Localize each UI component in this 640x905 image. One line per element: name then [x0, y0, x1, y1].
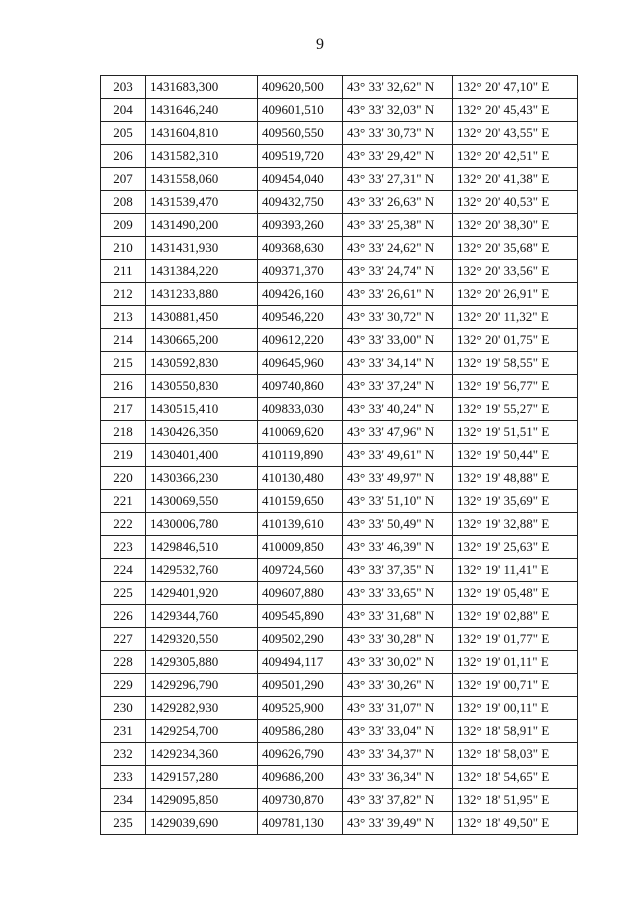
coordinates-table-body — [101, 76, 578, 835]
point-number-cell: 221 — [101, 490, 146, 513]
latitude-cell: 43° 33' 46,39" N — [343, 536, 453, 559]
table-row — [101, 697, 578, 720]
y-coordinate-cell: 409545,890 — [258, 605, 343, 628]
longitude-cell: 132° 18' 58,91" E — [453, 720, 578, 743]
x-coordinate-cell: 1429095,850 — [146, 789, 258, 812]
y-coordinate-cell: 409501,290 — [258, 674, 343, 697]
longitude-cell: 132° 18' 58,03" E — [453, 743, 578, 766]
longitude-cell: 132° 20' 42,51" E — [453, 145, 578, 168]
latitude-cell: 43° 33' 29,42" N — [343, 145, 453, 168]
latitude-cell: 43° 33' 49,97" N — [343, 467, 453, 490]
point-number-cell: 225 — [101, 582, 146, 605]
table-row — [101, 421, 578, 444]
table-row — [101, 789, 578, 812]
table-row — [101, 467, 578, 490]
latitude-cell: 43° 33' 51,10" N — [343, 490, 453, 513]
y-coordinate-cell: 409454,040 — [258, 168, 343, 191]
x-coordinate-cell: 1429234,360 — [146, 743, 258, 766]
longitude-cell: 132° 19' 35,69" E — [453, 490, 578, 513]
longitude-cell: 132° 19' 51,51" E — [453, 421, 578, 444]
point-number-cell: 215 — [101, 352, 146, 375]
point-number-cell: 208 — [101, 191, 146, 214]
y-coordinate-cell: 410139,610 — [258, 513, 343, 536]
longitude-cell: 132° 20' 35,68" E — [453, 237, 578, 260]
point-number-cell: 227 — [101, 628, 146, 651]
x-coordinate-cell: 1429305,880 — [146, 651, 258, 674]
latitude-cell: 43° 33' 26,63" N — [343, 191, 453, 214]
x-coordinate-cell: 1430366,230 — [146, 467, 258, 490]
table-row — [101, 214, 578, 237]
longitude-cell: 132° 19' 55,27" E — [453, 398, 578, 421]
latitude-cell: 43° 33' 37,82" N — [343, 789, 453, 812]
table-row — [101, 513, 578, 536]
y-coordinate-cell: 409502,290 — [258, 628, 343, 651]
y-coordinate-cell: 409686,200 — [258, 766, 343, 789]
point-number-cell: 203 — [101, 76, 146, 99]
y-coordinate-cell: 409607,880 — [258, 582, 343, 605]
point-number-cell: 210 — [101, 237, 146, 260]
latitude-cell: 43° 33' 49,61" N — [343, 444, 453, 467]
x-coordinate-cell: 1430515,410 — [146, 398, 258, 421]
latitude-cell: 43° 33' 34,14" N — [343, 352, 453, 375]
table-row — [101, 237, 578, 260]
x-coordinate-cell: 1429320,550 — [146, 628, 258, 651]
latitude-cell: 43° 33' 31,07" N — [343, 697, 453, 720]
table-row — [101, 490, 578, 513]
point-number-cell: 233 — [101, 766, 146, 789]
longitude-cell: 132° 20' 11,32" E — [453, 306, 578, 329]
y-coordinate-cell: 409730,870 — [258, 789, 343, 812]
y-coordinate-cell: 409371,370 — [258, 260, 343, 283]
y-coordinate-cell: 409494,117 — [258, 651, 343, 674]
latitude-cell: 43° 33' 33,65" N — [343, 582, 453, 605]
latitude-cell: 43° 33' 24,62" N — [343, 237, 453, 260]
latitude-cell: 43° 33' 34,37" N — [343, 743, 453, 766]
point-number-cell: 211 — [101, 260, 146, 283]
longitude-cell: 132° 19' 00,71" E — [453, 674, 578, 697]
table-row — [101, 283, 578, 306]
latitude-cell: 43° 33' 30,72" N — [343, 306, 453, 329]
table-row — [101, 628, 578, 651]
longitude-cell: 132° 20' 26,91" E — [453, 283, 578, 306]
y-coordinate-cell: 409432,750 — [258, 191, 343, 214]
longitude-cell: 132° 20' 33,56" E — [453, 260, 578, 283]
y-coordinate-cell: 410130,480 — [258, 467, 343, 490]
x-coordinate-cell: 1429039,690 — [146, 812, 258, 835]
x-coordinate-cell: 1429532,760 — [146, 559, 258, 582]
table-row — [101, 766, 578, 789]
table-row — [101, 260, 578, 283]
latitude-cell: 43° 33' 33,00" N — [343, 329, 453, 352]
latitude-cell: 43° 33' 30,28" N — [343, 628, 453, 651]
x-coordinate-cell: 1430006,780 — [146, 513, 258, 536]
y-coordinate-cell: 409546,220 — [258, 306, 343, 329]
x-coordinate-cell: 1429296,790 — [146, 674, 258, 697]
latitude-cell: 43° 33' 40,24" N — [343, 398, 453, 421]
table-row — [101, 398, 578, 421]
latitude-cell: 43° 33' 30,26" N — [343, 674, 453, 697]
latitude-cell: 43° 33' 25,38" N — [343, 214, 453, 237]
longitude-cell: 132° 19' 32,88" E — [453, 513, 578, 536]
longitude-cell: 132° 20' 01,75" E — [453, 329, 578, 352]
longitude-cell: 132° 18' 49,50" E — [453, 812, 578, 835]
point-number-cell: 229 — [101, 674, 146, 697]
x-coordinate-cell: 1431431,930 — [146, 237, 258, 260]
latitude-cell: 43° 33' 24,74" N — [343, 260, 453, 283]
latitude-cell: 43° 33' 31,68" N — [343, 605, 453, 628]
longitude-cell: 132° 19' 48,88" E — [453, 467, 578, 490]
longitude-cell: 132° 19' 56,77" E — [453, 375, 578, 398]
y-coordinate-cell: 409393,260 — [258, 214, 343, 237]
table-row — [101, 329, 578, 352]
longitude-cell: 132° 19' 02,88" E — [453, 605, 578, 628]
point-number-cell: 224 — [101, 559, 146, 582]
point-number-cell: 234 — [101, 789, 146, 812]
point-number-cell: 214 — [101, 329, 146, 352]
longitude-cell: 132° 18' 54,65" E — [453, 766, 578, 789]
latitude-cell: 43° 33' 50,49" N — [343, 513, 453, 536]
table-row — [101, 444, 578, 467]
point-number-cell: 204 — [101, 99, 146, 122]
y-coordinate-cell: 409833,030 — [258, 398, 343, 421]
longitude-cell: 132° 19' 50,44" E — [453, 444, 578, 467]
table-row — [101, 76, 578, 99]
y-coordinate-cell: 409368,630 — [258, 237, 343, 260]
latitude-cell: 43° 33' 26,61" N — [343, 283, 453, 306]
y-coordinate-cell: 409519,720 — [258, 145, 343, 168]
latitude-cell: 43° 33' 32,62" N — [343, 76, 453, 99]
latitude-cell: 43° 33' 37,35" N — [343, 559, 453, 582]
latitude-cell: 43° 33' 32,03" N — [343, 99, 453, 122]
point-number-cell: 213 — [101, 306, 146, 329]
point-number-cell: 230 — [101, 697, 146, 720]
y-coordinate-cell: 409626,790 — [258, 743, 343, 766]
longitude-cell: 132° 20' 45,43" E — [453, 99, 578, 122]
x-coordinate-cell: 1429401,920 — [146, 582, 258, 605]
longitude-cell: 132° 20' 40,53" E — [453, 191, 578, 214]
x-coordinate-cell: 1431384,220 — [146, 260, 258, 283]
table-row — [101, 605, 578, 628]
table-row — [101, 651, 578, 674]
x-coordinate-cell: 1430401,400 — [146, 444, 258, 467]
point-number-cell: 228 — [101, 651, 146, 674]
point-number-cell: 207 — [101, 168, 146, 191]
point-number-cell: 223 — [101, 536, 146, 559]
point-number-cell: 219 — [101, 444, 146, 467]
point-number-cell: 231 — [101, 720, 146, 743]
x-coordinate-cell: 1430592,830 — [146, 352, 258, 375]
table-row — [101, 375, 578, 398]
point-number-cell: 226 — [101, 605, 146, 628]
y-coordinate-cell: 409601,510 — [258, 99, 343, 122]
latitude-cell: 43° 33' 27,31" N — [343, 168, 453, 191]
y-coordinate-cell: 410009,850 — [258, 536, 343, 559]
table-row — [101, 812, 578, 835]
x-coordinate-cell: 1431233,880 — [146, 283, 258, 306]
point-number-cell: 206 — [101, 145, 146, 168]
point-number-cell: 222 — [101, 513, 146, 536]
latitude-cell: 43° 33' 36,34" N — [343, 766, 453, 789]
point-number-cell: 218 — [101, 421, 146, 444]
y-coordinate-cell: 409560,550 — [258, 122, 343, 145]
point-number-cell: 209 — [101, 214, 146, 237]
longitude-cell: 132° 19' 05,48" E — [453, 582, 578, 605]
table-row — [101, 743, 578, 766]
x-coordinate-cell: 1429282,930 — [146, 697, 258, 720]
table-row — [101, 559, 578, 582]
longitude-cell: 132° 20' 47,10" E — [453, 76, 578, 99]
point-number-cell: 205 — [101, 122, 146, 145]
point-number-cell: 232 — [101, 743, 146, 766]
x-coordinate-cell: 1431558,060 — [146, 168, 258, 191]
x-coordinate-cell: 1430881,450 — [146, 306, 258, 329]
x-coordinate-cell: 1431539,470 — [146, 191, 258, 214]
table-row — [101, 582, 578, 605]
table-row — [101, 674, 578, 697]
y-coordinate-cell: 410119,890 — [258, 444, 343, 467]
x-coordinate-cell: 1429157,280 — [146, 766, 258, 789]
point-number-cell: 217 — [101, 398, 146, 421]
page-number: 9 — [316, 36, 324, 53]
longitude-cell: 132° 20' 38,30" E — [453, 214, 578, 237]
x-coordinate-cell: 1429846,510 — [146, 536, 258, 559]
longitude-cell: 132° 20' 41,38" E — [453, 168, 578, 191]
x-coordinate-cell: 1431646,240 — [146, 99, 258, 122]
x-coordinate-cell: 1431604,810 — [146, 122, 258, 145]
y-coordinate-cell: 409724,560 — [258, 559, 343, 582]
x-coordinate-cell: 1431582,310 — [146, 145, 258, 168]
y-coordinate-cell: 409740,860 — [258, 375, 343, 398]
latitude-cell: 43° 33' 39,49" N — [343, 812, 453, 835]
longitude-cell: 132° 19' 25,63" E — [453, 536, 578, 559]
table-row — [101, 122, 578, 145]
table-row — [101, 536, 578, 559]
point-number-cell: 212 — [101, 283, 146, 306]
latitude-cell: 43° 33' 33,04" N — [343, 720, 453, 743]
point-number-cell: 220 — [101, 467, 146, 490]
y-coordinate-cell: 409586,280 — [258, 720, 343, 743]
longitude-cell: 132° 18' 51,95" E — [453, 789, 578, 812]
x-coordinate-cell: 1430426,350 — [146, 421, 258, 444]
x-coordinate-cell: 1431683,300 — [146, 76, 258, 99]
y-coordinate-cell: 410069,620 — [258, 421, 343, 444]
x-coordinate-cell: 1430069,550 — [146, 490, 258, 513]
y-coordinate-cell: 410159,650 — [258, 490, 343, 513]
coordinates-table — [100, 75, 578, 835]
table-row — [101, 168, 578, 191]
longitude-cell: 132° 19' 01,77" E — [453, 628, 578, 651]
latitude-cell: 43° 33' 47,96" N — [343, 421, 453, 444]
x-coordinate-cell: 1430665,200 — [146, 329, 258, 352]
y-coordinate-cell: 409426,160 — [258, 283, 343, 306]
y-coordinate-cell: 409645,960 — [258, 352, 343, 375]
table-row — [101, 352, 578, 375]
y-coordinate-cell: 409781,130 — [258, 812, 343, 835]
longitude-cell: 132° 19' 58,55" E — [453, 352, 578, 375]
latitude-cell: 43° 33' 30,73" N — [343, 122, 453, 145]
point-number-cell: 235 — [101, 812, 146, 835]
x-coordinate-cell: 1429344,760 — [146, 605, 258, 628]
x-coordinate-cell: 1430550,830 — [146, 375, 258, 398]
longitude-cell: 132° 19' 00,11" E — [453, 697, 578, 720]
longitude-cell: 132° 19' 01,11" E — [453, 651, 578, 674]
table-row — [101, 99, 578, 122]
y-coordinate-cell: 409525,900 — [258, 697, 343, 720]
table-row — [101, 145, 578, 168]
x-coordinate-cell: 1431490,200 — [146, 214, 258, 237]
x-coordinate-cell: 1429254,700 — [146, 720, 258, 743]
latitude-cell: 43° 33' 37,24" N — [343, 375, 453, 398]
table-row — [101, 306, 578, 329]
point-number-cell: 216 — [101, 375, 146, 398]
latitude-cell: 43° 33' 30,02" N — [343, 651, 453, 674]
longitude-cell: 132° 19' 11,41" E — [453, 559, 578, 582]
longitude-cell: 132° 20' 43,55" E — [453, 122, 578, 145]
table-row — [101, 720, 578, 743]
y-coordinate-cell: 409620,500 — [258, 76, 343, 99]
y-coordinate-cell: 409612,220 — [258, 329, 343, 352]
table-row — [101, 191, 578, 214]
